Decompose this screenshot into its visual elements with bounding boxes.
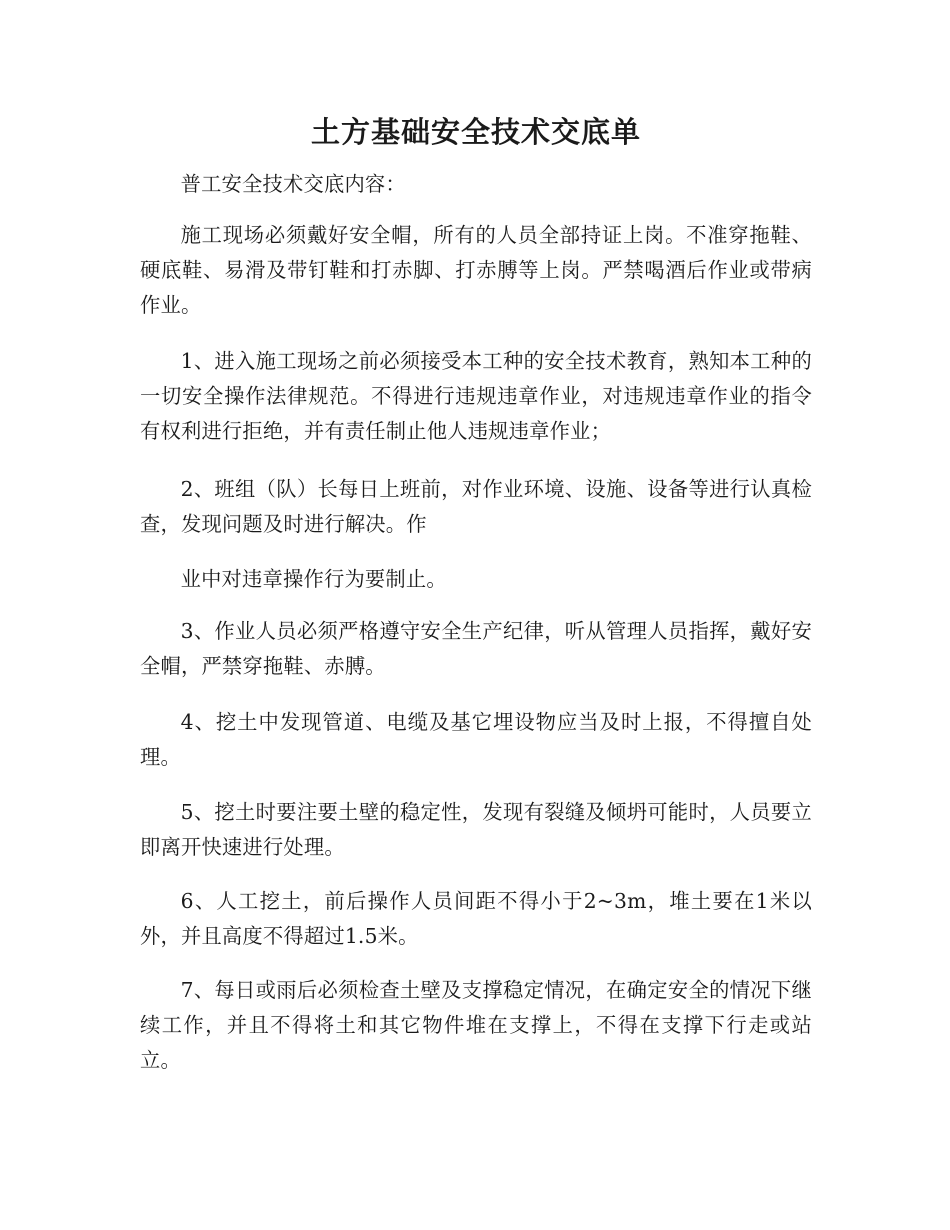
- paragraph-item-2: 2、班组（队）长每日上班前，对作业环境、设施、设备等进行认真检查，发现问题及时进行解决。作: [140, 477, 812, 536]
- paragraph-item-1: 1、进入施工现场之前必须接受本工种的安全技术教育，熟知本工种的一切安全操作法律规范。不得进行违规违章作业，对违规违章作业的指令有权利进行拒绝，并有责任制止他人违规违章作业；: [140, 349, 812, 443]
- paragraph-item-3: 3、作业人员必须严格遵守安全生产纪律，听从管理人员指挥，戴好安全帽，严禁穿拖鞋、赤膊。: [140, 619, 812, 678]
- paragraph-general-rules: 施工现场必须戴好安全帽，所有的人员全部持证上岗。不准穿拖鞋、硬底鞋、易滑及带钉鞋和打赤脚、打赤膊等上岗。严禁喝酒后作业或带病作业。: [140, 223, 812, 317]
- document-title: 土方基础安全技术交底单: [310, 115, 641, 149]
- paragraph-intro: 普工安全技术交底内容：: [180, 172, 406, 196]
- paragraph-item-7: 7、每日或雨后必须检查土壁及支撑稳定情况，在确定安全的情况下继续工作，并且不得将土和其它物件堆在支撑上，不得在支撑下行走或站立。: [140, 978, 812, 1072]
- paragraph-item-4: 4、挖土中发现管道、电缆及基它埋设物应当及时上报，不得擅自处理。: [140, 710, 812, 769]
- paragraph-item-5: 5、挖土时要注要土壁的稳定性，发现有裂缝及倾坍可能时，人员要立即离开快速进行处理。: [140, 800, 812, 859]
- paragraph-item-6: 6、人工挖土，前后操作人员间距不得小于2~3m，堆土要在1米以外，并且高度不得超过1.5米。: [140, 889, 812, 948]
- paragraph-item-2-continued: 业中对违章操作行为要制止。: [180, 567, 447, 591]
